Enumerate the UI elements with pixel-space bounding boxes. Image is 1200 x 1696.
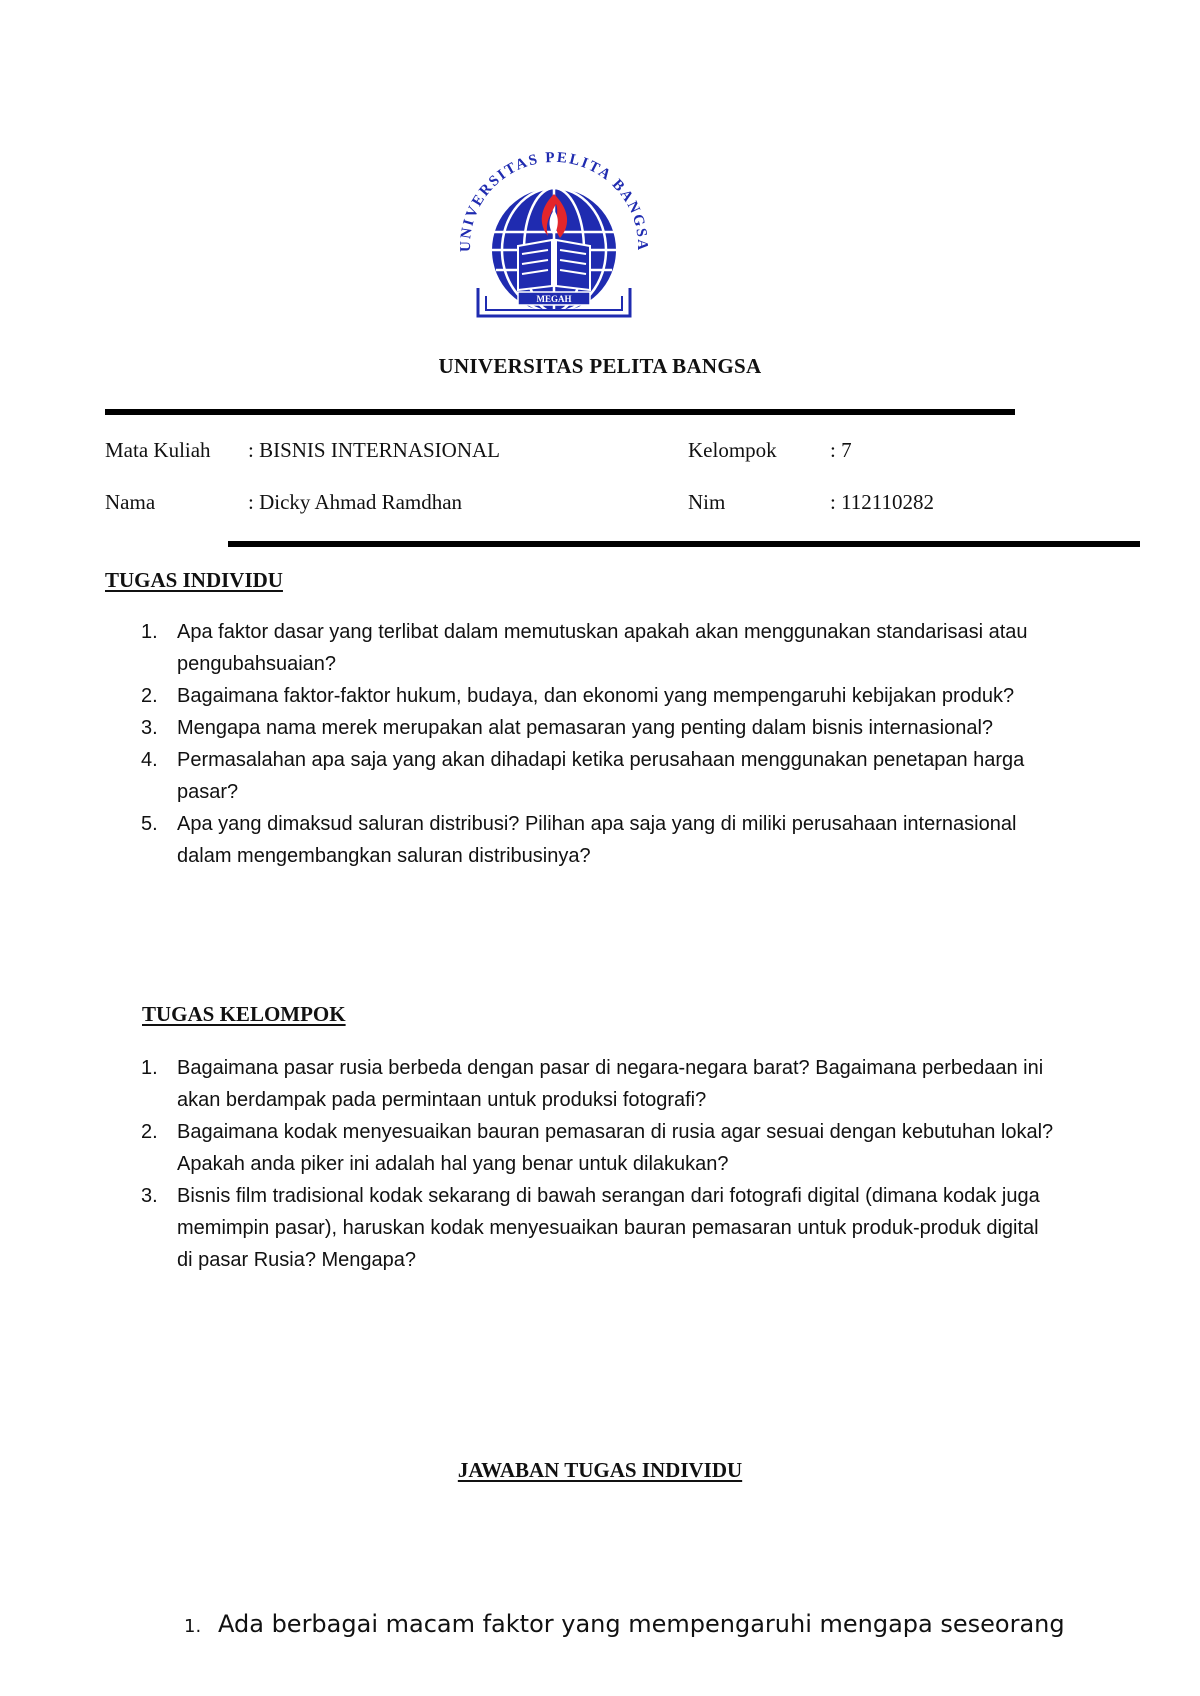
list-item [105,808,1165,872]
list-number: 4. [141,749,158,771]
question-line: Bagaimana kodak menyesuaikan bauran pemasaran di rusia agar sesuai dengan kebutuhan lokal? [177,1121,1054,1143]
list-number: 5. [141,813,158,835]
question-line: Bisnis film tradisional kodak sekarang di bawah serangan dari fotografi digital (dimana kodak juga [177,1185,1040,1207]
question-line: Apa yang dimaksud saluran distribusi? Pilihan apa saja yang di miliki perusahaan internasional [177,813,1017,835]
question-line: akan berdampak pada permintaan untuk produksi fotografi? [177,1089,707,1111]
header-rule-bottom [228,541,1140,547]
question-line: dalam mengembangkan saluran distribusinya? [177,845,591,867]
question-line: Bagaimana faktor-faktor hukum, budaya, dan ekonomi yang mempengaruhi kebijakan produk? [177,685,1015,707]
question-line: memimpin pasar), haruskan kodak menyesuaikan bauran pemasaran untuk produk-produk digital [177,1217,1039,1239]
list-number: 2. [141,685,158,707]
university-logo [448,150,660,322]
question-line: pasar? [177,781,239,803]
course-value: : BISNIS INTERNASIONAL [248,438,500,462]
question-line: Permasalahan apa saja yang akan dihadapi ketika perusahaan menggunakan penetapan harga [177,749,1025,771]
list-number: 1. [141,621,158,643]
question-line: Mengapa nama merek merupakan alat pemasaran yang penting dalam bisnis internasional? [177,717,994,739]
list-item [105,712,1165,744]
list-item [105,744,1165,808]
question-line: Apakah anda piker ini adalah hal yang benar untuk dilakukan? [177,1153,729,1175]
name-label: Nama [105,490,156,514]
logo-ring-text: UNIVERSITAS PELITA BANGSA [457,150,651,253]
list-number: 3. [141,1185,158,1207]
group-question-list [105,1052,1165,1276]
question-line: Apa faktor dasar yang terlibat dalam memutuskan apakah akan menggunakan standarisasi atau [177,621,1028,643]
question-line: pengubahsuaian? [177,653,337,675]
group-heading: TUGAS KELOMPOK [142,1002,346,1026]
list-item [105,1116,1165,1180]
university-title: UNIVERSITAS PELITA BANGSA [438,354,762,378]
nim-value: : 112110282 [830,490,935,514]
group-label: Kelompok [688,438,777,462]
answer-text: Ada berbagai macam faktor yang mempengaruhi mengapa seseorang [218,1610,1065,1638]
list-item [105,1052,1165,1116]
list-item [105,1180,1165,1276]
answers-heading: JAWABAN TUGAS INDIVIDU [457,1458,743,1482]
group-value: : 7 [830,438,852,462]
list-item [105,616,1165,680]
list-number: 3. [141,717,158,739]
name-value: : Dicky Ahmad Ramdhan [248,490,463,514]
header-rule-top [105,409,1015,415]
question-line: di pasar Rusia? Mengapa? [177,1249,417,1271]
question-line: Bagaimana pasar rusia berbeda dengan pasar di negara-negara barat? Bagaimana perbedaan ini [177,1057,1044,1079]
individual-heading: TUGAS INDIVIDU [105,568,283,592]
list-number: 1. [141,1057,158,1079]
course-label: Mata Kuliah [105,438,211,462]
nim-label: Nim [688,490,726,514]
individual-question-list [105,616,1165,872]
list-item [105,680,1165,712]
list-number: 2. [141,1121,158,1143]
logo-motto: MEGAH [536,294,572,304]
answer-number: 1. [184,1616,202,1637]
